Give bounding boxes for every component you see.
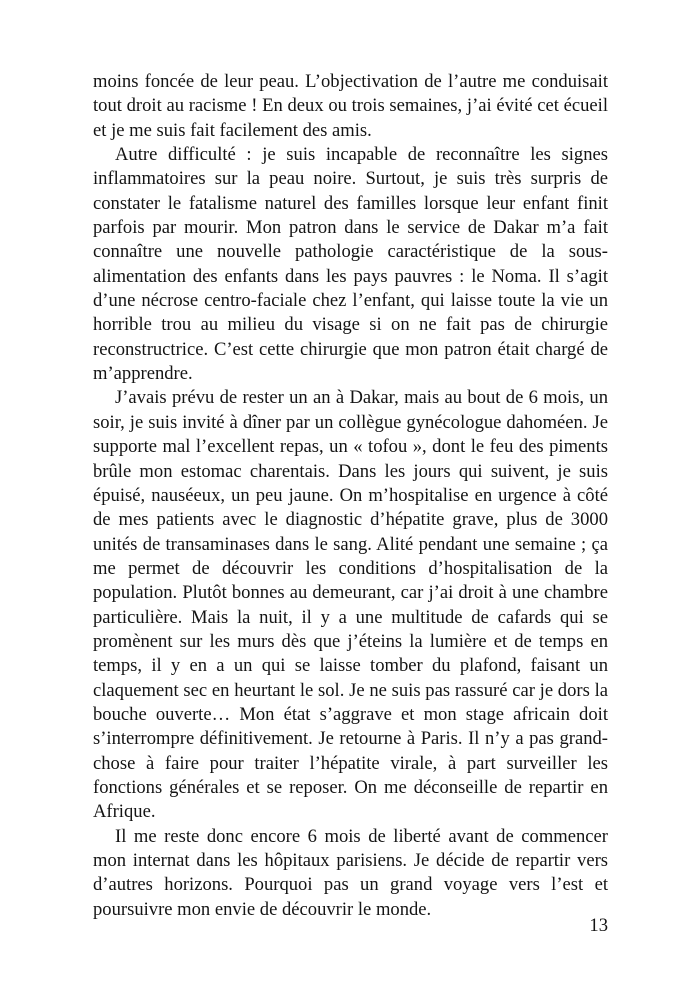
paragraph-dakar-hepatite: J’avais prévu de rester un an à Dakar, mais au bout de 6 mois, un soir, je suis invité à dîner par un collègue gynécologue dahoméen. Je supporte mal l’excellent repas, un « tofou », dont le feu des piments brûle mon estomac charentais. Dans les jours qui suivent, je suis épuisé, nauséeux, un peu jaune. On m’hospitalise en urgence à côté de mes patients avec le diagnostic d’hépatite grave, plus de 3000 unités de transaminases dans le sang. Alité pendant une semaine ; ça me permet de découvrir les conditions d’hospitalisation de la population. Plutôt bonnes au demeurant, car j’ai droit à une chambre particulière. Mais la nuit, il y a une multitude de cafards qui se promènent sur les murs dès que j’éteins la lumière et de temps en temps, il y en a un qui se laisse tomber du plafond, faisant un claquement sec en heurtant le sol. Je ne suis pas rassuré car je dors la bouche ouverte… Mon état s’aggrave et mon stage africain doit s’interrompre définitivement. Je retourne à Paris. Il n’y a pas grand-chose à faire pour traiter l’hépatite virale, à part surveiller les fonctions générales et se reposer. On me déconseille de repartir en Afrique. xyxy=(93,387,608,823)
paragraph-six-mois-liberte: Il me reste donc encore 6 mois de liberté avant de commencer mon internat dans les hôpitaux parisiens. Je décide de repartir vers d’autres horizons. Pourquoi pas un grand voyage vers l’est et poursuivre mon envie de découvrir le monde. xyxy=(93,825,608,920)
paragraph-continuation: moins foncée de leur peau. L’objectivation de l’autre me conduisait tout droit au racisme ! En deux ou trois semaines, j’ai évité cet écueil et je me suis fait facilement des amis. xyxy=(93,71,608,141)
page-body xyxy=(93,70,608,922)
paragraph-autre-difficulte: Autre difficulté : je suis incapable de reconnaître les signes inflammatoires sur la peau noire. Surtout, je suis très surpris de constater le fatalisme naturel des familles lorsque leur enfant finit parfois par mourir. Mon patron dans le service de Dakar m’a fait connaître une nouvelle pathologie caractéristique de la sous-alimentation des enfants dans les pays pauvres : le Noma. Il s’agit d’une nécrose centro-faciale chez l’enfant, qui laisse toute la vie un horrible trou au milieu du visage si on ne fait pas de chirurgie reconstructrice. C’est cette chirurgie que mon patron était chargé de m’apprendre. xyxy=(93,144,608,385)
page-number: 13 xyxy=(589,915,608,936)
